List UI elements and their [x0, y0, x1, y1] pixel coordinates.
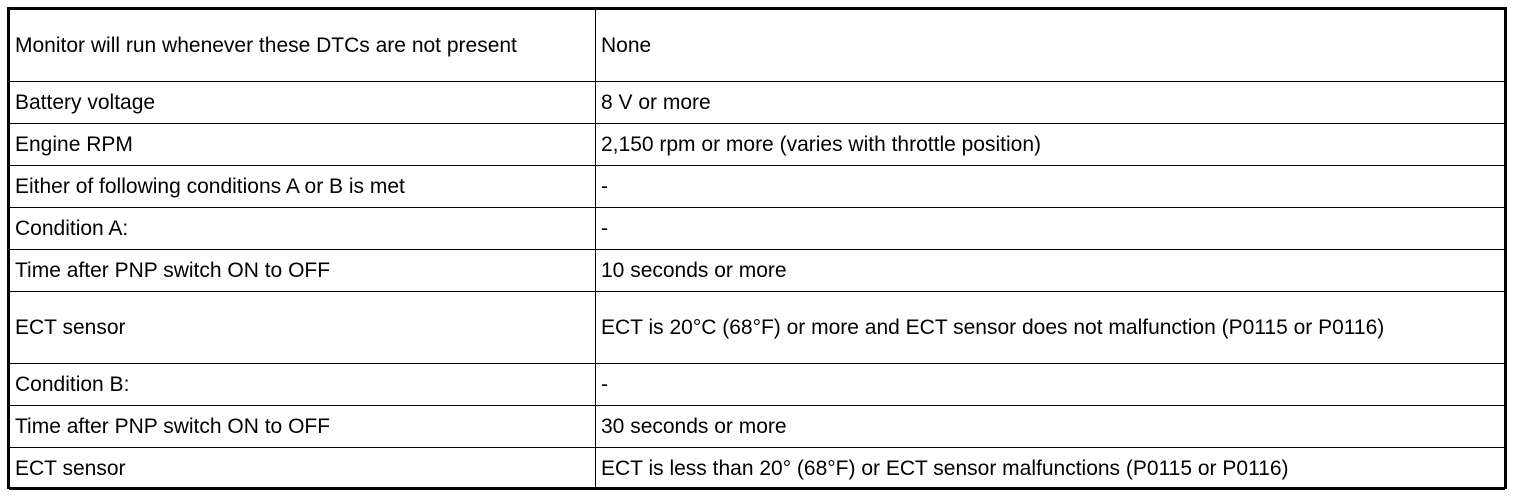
table-row: [10, 166, 1505, 208]
condition-label-cell: Condition B:: [10, 364, 596, 406]
table-row: [10, 364, 1505, 406]
condition-label-cell: ECT sensor: [10, 448, 596, 490]
condition-value-cell: 10 seconds or more: [596, 250, 1505, 292]
condition-value-cell: -: [596, 166, 1505, 208]
condition-value-cell: 8 V or more: [596, 82, 1505, 124]
condition-value-cell: 2,150 rpm or more (varies with throttle position): [596, 124, 1505, 166]
table-row: [10, 448, 1505, 490]
table-row: [10, 292, 1505, 364]
condition-label-cell: Condition A:: [10, 208, 596, 250]
condition-label-cell: Time after PNP switch ON to OFF: [10, 406, 596, 448]
condition-value-cell: ECT is 20°C (68°F) or more and ECT sensor does not malfunction (P0115 or P0116): [596, 292, 1505, 364]
condition-label-cell: Either of following conditions A or B is met: [10, 166, 596, 208]
table-row: [10, 124, 1505, 166]
table-row: [10, 250, 1505, 292]
monitor-conditions-table: [9, 9, 1505, 490]
condition-value-cell: -: [596, 364, 1505, 406]
condition-value-cell: 30 seconds or more: [596, 406, 1505, 448]
condition-label-cell: Monitor will run whenever these DTCs are not present: [10, 10, 596, 82]
conditions-table-container: [7, 7, 1507, 489]
condition-value-cell: None: [596, 10, 1505, 82]
condition-value-cell: -: [596, 208, 1505, 250]
table-row: [10, 82, 1505, 124]
condition-label-cell: Battery voltage: [10, 82, 596, 124]
condition-label-cell: Engine RPM: [10, 124, 596, 166]
condition-label-cell: ECT sensor: [10, 292, 596, 364]
table-row: [10, 208, 1505, 250]
table-row: [10, 10, 1505, 82]
table-row: [10, 406, 1505, 448]
condition-value-cell: ECT is less than 20° (68°F) or ECT sensor malfunctions (P0115 or P0116): [596, 448, 1505, 490]
condition-label-cell: Time after PNP switch ON to OFF: [10, 250, 596, 292]
